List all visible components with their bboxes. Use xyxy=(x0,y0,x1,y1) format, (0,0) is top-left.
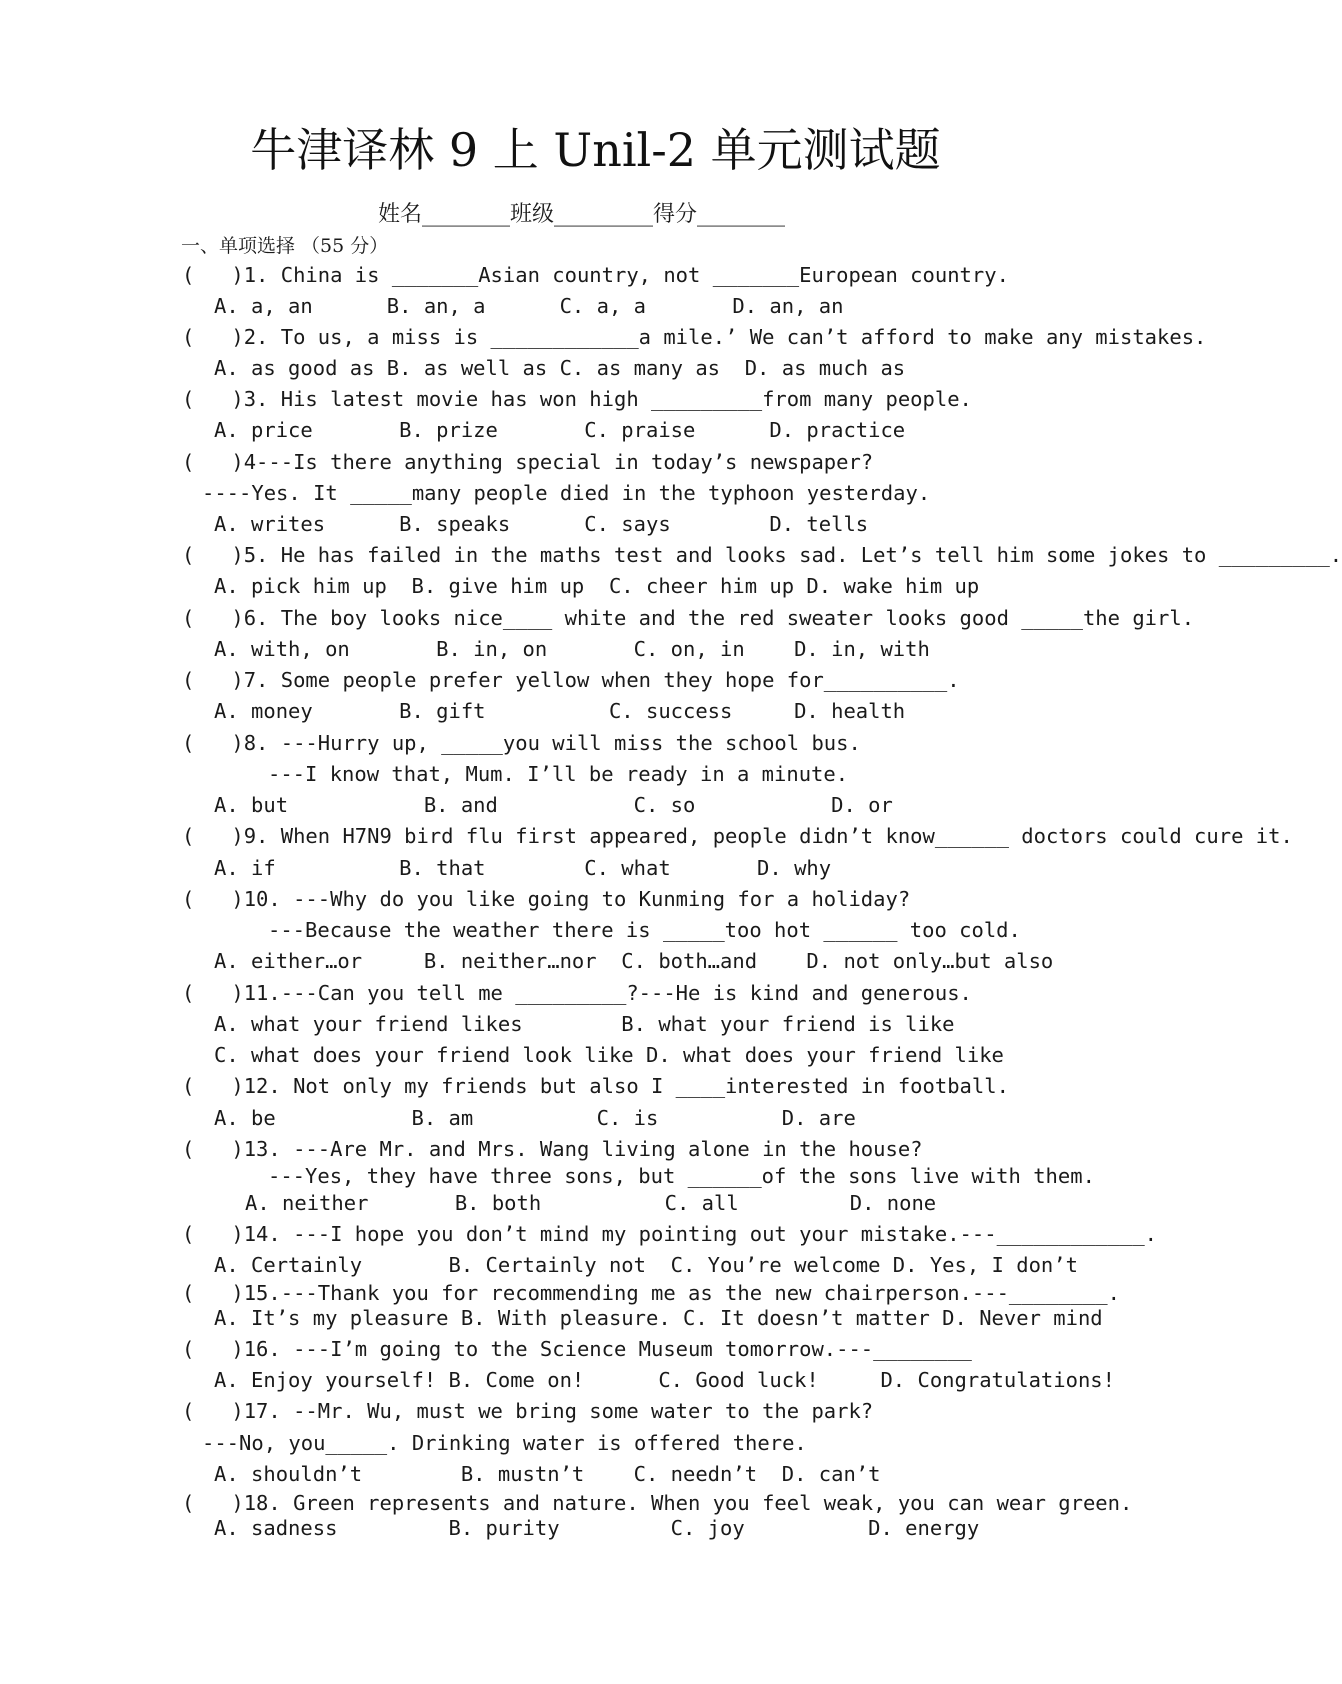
question-13: ( )13. ---Are Mr. and Mrs. Wang living alone in the house? xyxy=(182,1137,923,1161)
question-3-options: A. price B. prize C. praise D. practice xyxy=(214,418,906,442)
question-11: ( )11.---Can you tell me _________?---He is kind and generous. xyxy=(182,981,972,1005)
question-13-answer: ---Yes, they have three sons, but ______of the sons live with them. xyxy=(268,1164,1095,1188)
question-16-options: A. Enjoy yourself! B. Come on! C. Good luck! D. Congratulations! xyxy=(214,1368,1115,1392)
question-12: ( )12. Not only my friends but also I ____interested in football. xyxy=(182,1074,1009,1098)
question-17: ( )17. --Mr. Wu, must we bring some water to the park? xyxy=(182,1399,874,1423)
question-6-options: A. with, on B. in, on C. on, in D. in, with xyxy=(214,637,930,661)
question-14: ( )14. ---I hope you don’t mind my pointing out your mistake.---____________. xyxy=(182,1222,1158,1246)
question-15-options: A. It’s my pleasure B. With pleasure. C. It doesn’t matter D. Never mind xyxy=(214,1306,1103,1330)
question-5-options: A. pick him up B. give him up C. cheer him up D. wake him up xyxy=(214,574,980,598)
question-18: ( )18. Green represents and nature. When you feel weak, you can wear green. xyxy=(182,1491,1133,1515)
section-heading: 一、单项选择 （55 分） xyxy=(181,235,389,257)
question-4: ( )4---Is there anything special in today’s newspaper? xyxy=(182,450,874,474)
question-12-options: A. be B. am C. is D. are xyxy=(214,1106,856,1130)
question-6: ( )6. The boy looks nice____ white and the red sweater looks good _____the girl. xyxy=(182,606,1195,630)
question-11-options-ab: A. what your friend likes B. what your friend is like xyxy=(214,1012,955,1036)
question-17-answer: ---No, you_____. Drinking water is offered there. xyxy=(202,1431,807,1455)
question-8-answer: ---I know that, Mum. I’ll be ready in a minute. xyxy=(268,762,849,786)
question-2: ( )2. To us, a miss is ____________a mile.’ We can’t afford to make any mistakes. xyxy=(182,325,1207,349)
question-8-options: A. but B. and C. so D. or xyxy=(214,793,893,817)
question-11-options-cd: C. what does your friend look like D. what does your friend like xyxy=(214,1043,1004,1067)
question-3: ( )3. His latest movie has won high _________from many people. xyxy=(182,387,972,411)
question-10: ( )10. ---Why do you like going to Kunming for a holiday? xyxy=(182,887,911,911)
question-9-options: A. if B. that C. what D. why xyxy=(214,856,832,880)
student-info-line: 姓名________班级_________得分________ xyxy=(378,202,786,227)
question-13-options: A. neither B. both C. all D. none xyxy=(245,1191,937,1215)
question-10-options: A. either…or B. neither…nor C. both…and D. not only…but also xyxy=(214,949,1054,973)
question-7-options: A. money B. gift C. success D. health xyxy=(214,699,906,723)
question-14-options: A. Certainly B. Certainly not C. You’re welcome D. Yes, I don’t xyxy=(214,1253,1078,1277)
question-10-answer: ---Because the weather there is _____too hot ______ too cold. xyxy=(268,918,1021,942)
question-1: ( )1. China is _______Asian country, not _______European country. xyxy=(182,263,1009,287)
question-7: ( )7. Some people prefer yellow when they hope for__________. xyxy=(182,668,960,692)
question-1-options: A. a, an B. an, a C. a, a D. an, an xyxy=(214,294,844,318)
question-17-options: A. shouldn’t B. mustn’t C. needn’t D. can’t xyxy=(214,1462,881,1486)
question-18-options: A. sadness B. purity C. joy D. energy xyxy=(214,1516,980,1540)
question-4-options: A. writes B. speaks C. says D. tells xyxy=(214,512,869,536)
question-4-answer: ----Yes. It _____many people died in the typhoon yesterday. xyxy=(202,481,931,505)
question-15: ( )15.---Thank you for recommending me as the new chairperson.---________. xyxy=(182,1281,1120,1305)
question-8: ( )8. ---Hurry up, _____you will miss the school bus. xyxy=(182,731,861,755)
question-9: ( )9. When H7N9 bird flu first appeared, people didn’t know______ doctors could cure it. xyxy=(182,824,1293,848)
question-16: ( )16. ---I’m going to the Science Museum tomorrow.---________ xyxy=(182,1337,972,1361)
question-5: ( )5. He has failed in the maths test and looks sad. Let’s tell him some jokes to _________. xyxy=(182,543,1342,567)
page-title: 牛津译林 9 上 Unil-2 单元测试题 xyxy=(250,123,941,177)
question-2-options: A. as good as B. as well as C. as many as D. as much as xyxy=(214,356,906,380)
